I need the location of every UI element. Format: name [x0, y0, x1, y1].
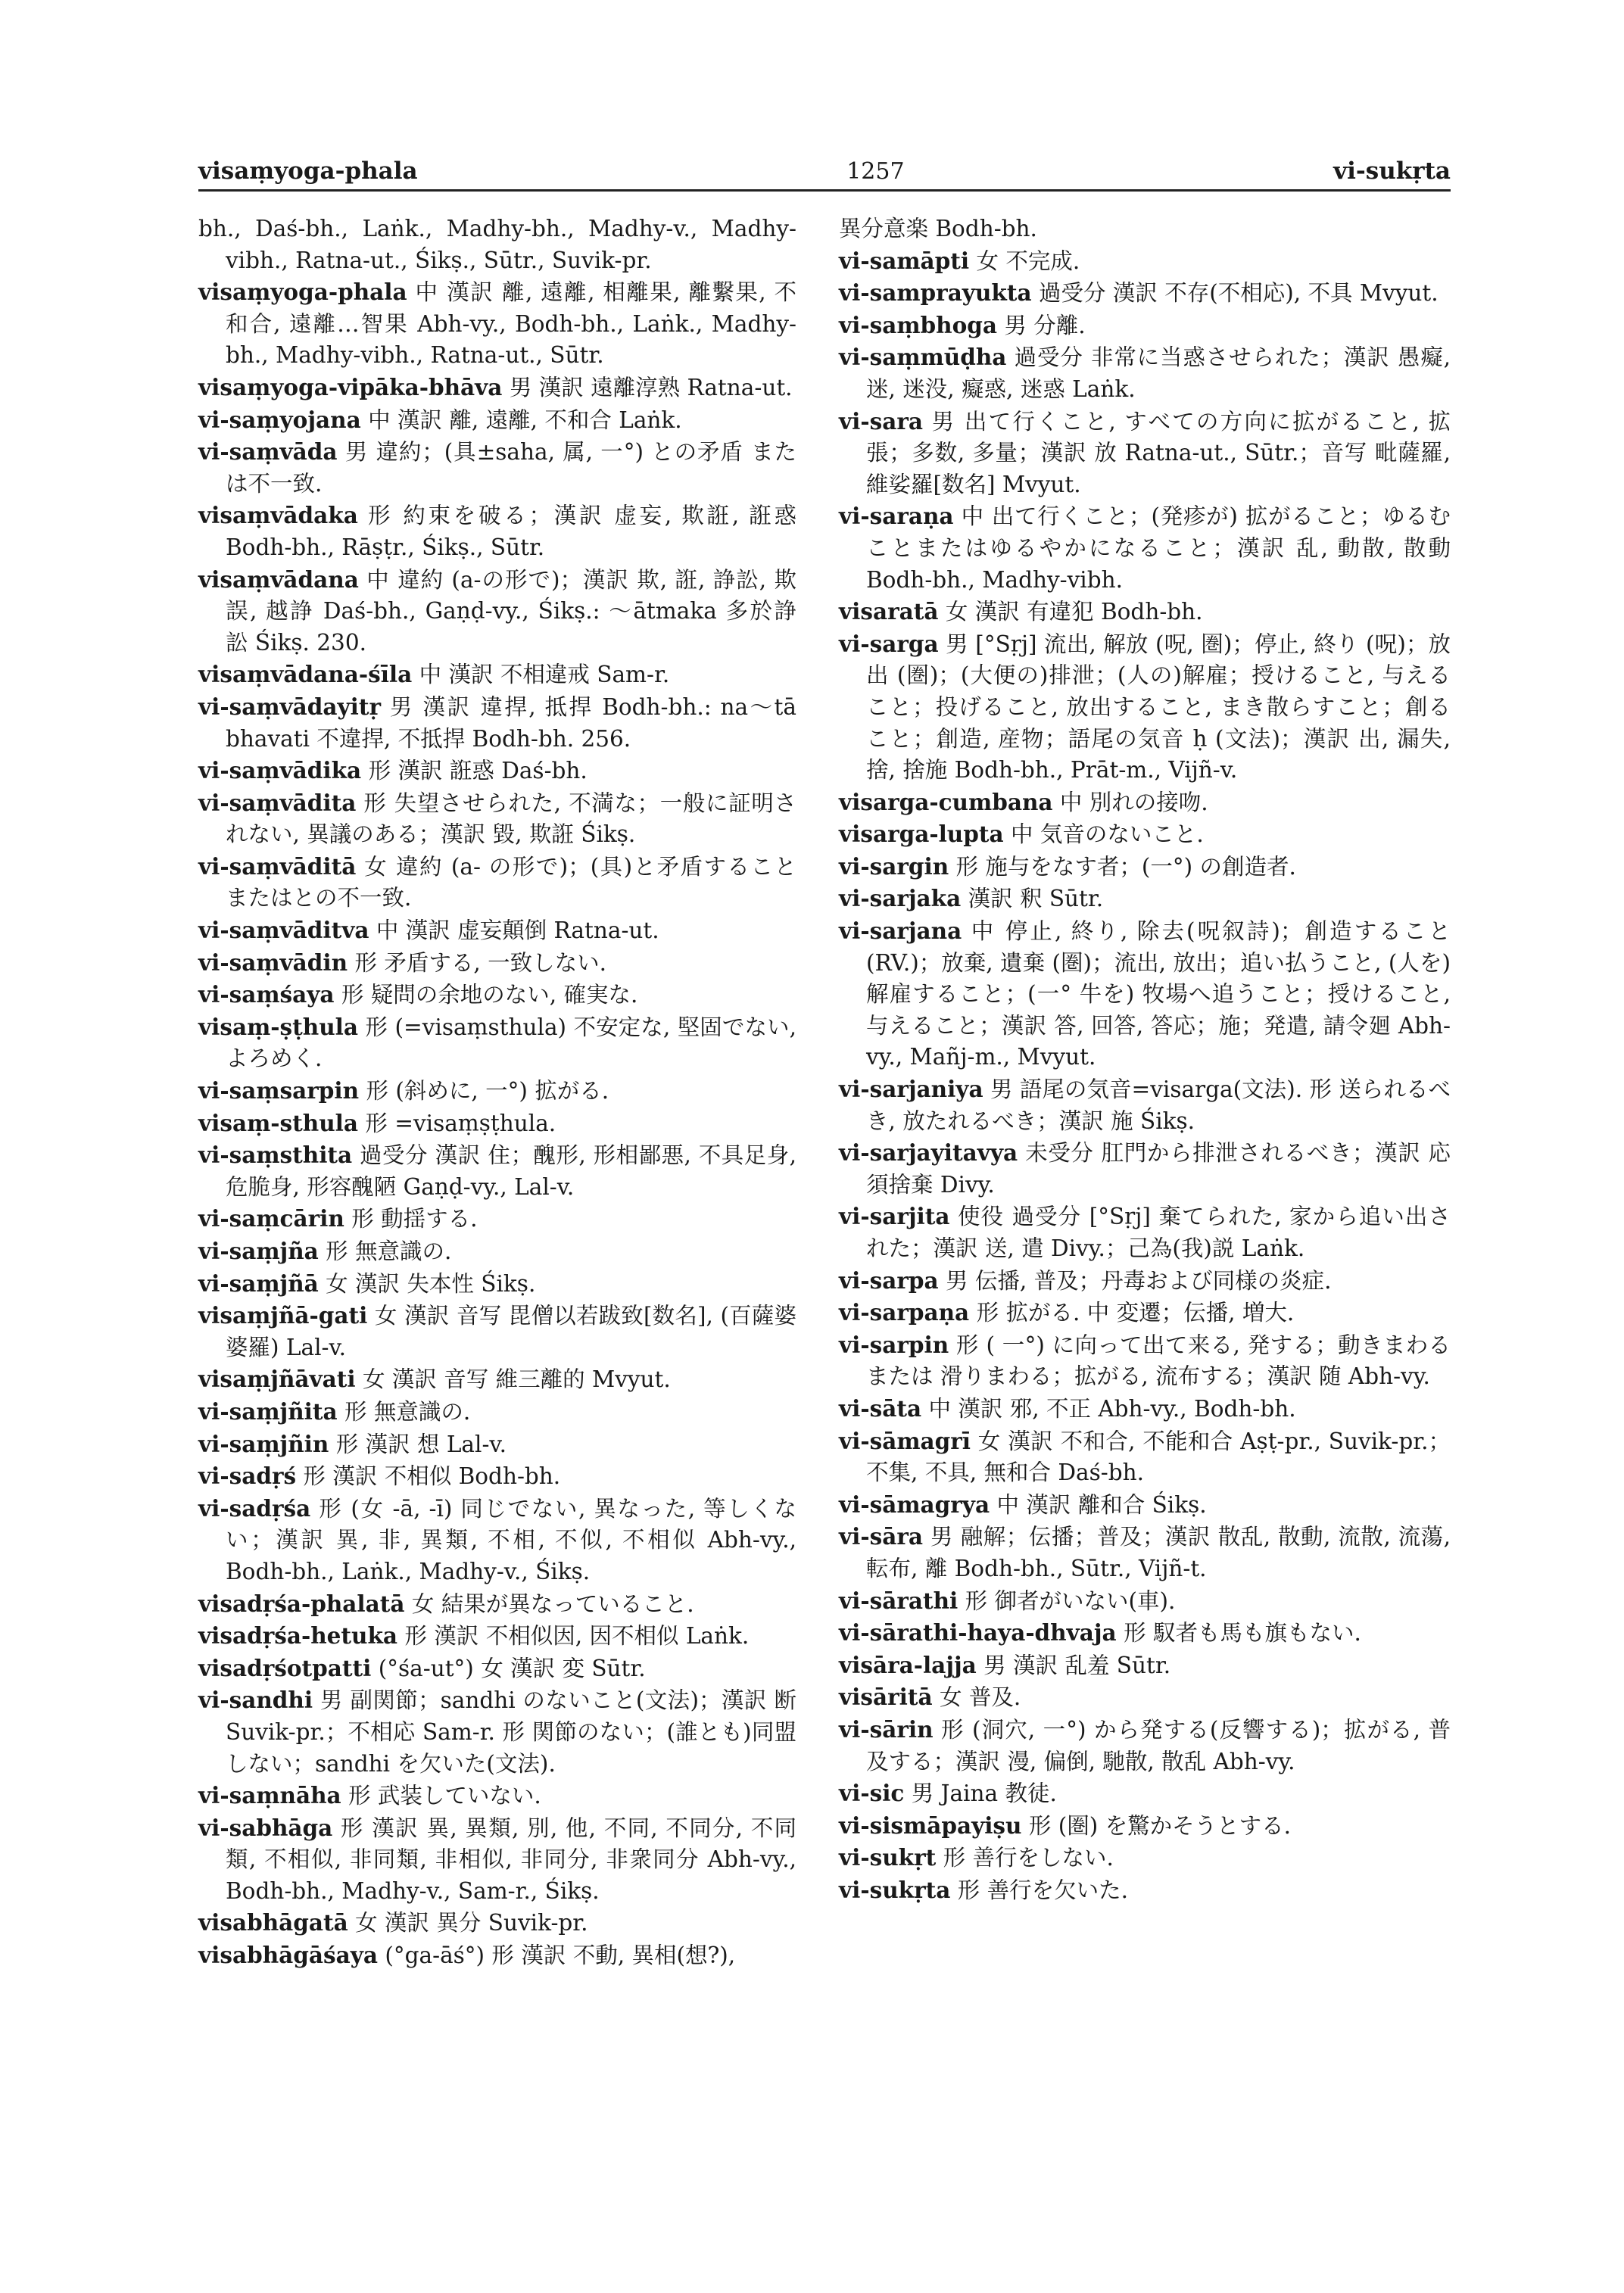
entry-definition: 形 =visaṃṣṭhula. [365, 1110, 556, 1136]
entry-definition: 中 漢訳 離, 遠離, 相離果, 離繫果, 不和合, 遠離…智果 Abh-vy., Bodh-bh., Laṅk., Madhy-bh., Madhy-vibh., Ratna-ut., Sūtr. [226, 279, 796, 369]
entry-headword: vi-saṃcārin [198, 1205, 344, 1232]
dictionary-entry [839, 310, 1451, 342]
entry-headword: visāritā [839, 1684, 933, 1711]
entry-definition: 形 馭者も馬も旗もない. [1124, 1620, 1361, 1647]
dictionary-entry [198, 213, 796, 276]
dictionary-entry [198, 564, 796, 659]
entry-headword: visaṃyoga-phala [198, 279, 407, 306]
dictionary-entry [198, 1653, 796, 1685]
entry-headword: vi-sandhi [198, 1687, 313, 1714]
dictionary-entry [198, 276, 796, 372]
entry-definition: 過受分 漢訳 住；醜形, 形相鄙悪, 不具足身, 危脆身, 形容醜陋 Gaṇḍ-vy., Lal-v. [226, 1142, 797, 1200]
entry-definition: 形 施与をなす者；(一°) の創造者. [955, 853, 1296, 880]
dictionary-entry [198, 1396, 796, 1428]
dictionary-entry [839, 1425, 1451, 1489]
dictionary-entry [839, 818, 1451, 851]
entry-headword: vi-saṃśaya [198, 981, 335, 1008]
dictionary-entry [198, 436, 796, 500]
entry-definition: 形 (斜めに, 一°) 拡がる. [366, 1078, 609, 1104]
entry-headword: vi-saṃsthita [198, 1142, 353, 1169]
entry-headword: vi-sarjayitavya [839, 1139, 1018, 1167]
entry-headword: vi-sārathi-haya-dhvaja [839, 1619, 1117, 1647]
entry-definition: 形 (女 -ā, -ī) 同じでない, 異なった, 等しくない；漢訳 異, 非, 異類, 不相, 不似, 不相似 Abh-vy., Bodh-bh., Laṅk., Madhy-v., Śikṣ. [226, 1495, 796, 1584]
entry-headword: visaṃjñā-gati [198, 1302, 368, 1329]
entry-headword: vi-saṃvāda [198, 438, 338, 466]
entry-definition: 形 (=visaṃsthula) 不安定な, 堅固でない, よろめく. [226, 1014, 796, 1072]
dictionary-entry [198, 1363, 796, 1396]
dictionary-entry [198, 1907, 796, 1939]
entry-definition: 未受分 肛門から排泄されるべき；漢訳 応須捨棄 Divy. [866, 1140, 1451, 1198]
entry-headword: vi-saṃjñin [198, 1430, 329, 1457]
dictionary-entry [198, 1812, 796, 1908]
entry-definition: 形 無意識の. [326, 1238, 452, 1264]
dictionary-entry [198, 500, 796, 563]
entry-headword: visaṃvādana-śīla [198, 661, 413, 688]
dictionary-entry [198, 947, 796, 980]
dictionary-entry [198, 1493, 796, 1588]
entry-headword: visarga-cumbana [839, 788, 1053, 815]
entry-definition: 形 善行を欠いた. [957, 1877, 1129, 1903]
entry-definition: 形 (洞穴, 一°) から発する(反響する)；拡がる, 普及する；漢訳 漫, 偏倒, 馳散, 散乱 Abh-vy. [866, 1716, 1451, 1774]
dictionary-entry [198, 404, 796, 437]
entry-headword: vi-sara [839, 407, 923, 435]
page-header [198, 148, 1451, 185]
dictionary-entry [198, 1268, 796, 1301]
entry-definition: bh., Daś-bh., Laṅk., Madhy-bh., Madhy-v., Madhy-vibh., Ratna-ut., Śikṣ., Sūtr., Suvik-pr. [198, 216, 796, 273]
dictionary-entry [198, 1203, 796, 1235]
dictionary-entry [839, 341, 1451, 405]
dictionary-entry [198, 1139, 796, 1203]
entry-headword: vi-sargin [839, 852, 949, 880]
entry-headword: vi-saṃvāditā [198, 852, 357, 880]
entry-definition: 女 普及. [939, 1684, 1021, 1711]
entry-definition: 中 漢訳 虚妄顛倒 Ratna-ut. [376, 918, 659, 944]
entry-headword: vi-saṃjñita [198, 1397, 338, 1425]
dictionary-entry [839, 1489, 1451, 1522]
running-head-left: visaṃyoga-phala [198, 157, 418, 185]
entry-headword: vi-saṃbhoga [839, 311, 998, 338]
entry-headword: vi-sarjaniya [839, 1076, 983, 1103]
entry-headword: vi-saṃvādayitṛ [198, 693, 382, 720]
entry-definition: 女 漢訳 不和合, 不能和合 Aṣṭ-pr., Suvik-pr.；不集, 不具, 無和合 Daś-bh. [866, 1428, 1451, 1486]
entry-definition: 女 違約 (a- の形で)；(具)と矛盾することまたはとの不一致. [226, 853, 796, 911]
entry-definition: 形 漢訳 異, 異類, 別, 他, 不同, 不同分, 不同類, 不相似, 非同類, 非相似, 非同分, 非衆同分 Abh-vy., Bodh-bh., Madhy-v., Sam-r., Śikṣ. [226, 1815, 796, 1904]
dictionary-entry [839, 1201, 1451, 1264]
entry-definition: 形 矛盾する, 一致しない. [354, 949, 606, 976]
entry-definition: 中 停止, 終り, 除去(呪叙詩)；創造すること (RV.)；放棄, 遺棄 (圏)；流出, 放出；追い払うこと, (人を)解雇すること；(一° 牛を) 牧場へ追うこと；授けること, 与えること；漢訳 答, 回答, 答応；施；発遣, 請令廻 Abh-vy., Mañj-m., Mvyut. [866, 918, 1451, 1070]
entry-definition: 形 善行をしない. [943, 1845, 1114, 1871]
entry-definition: 形 漢訳 不相似因, 因不相似 Laṅk. [404, 1623, 750, 1650]
entry-definition: 形 無意識の. [344, 1398, 471, 1425]
entry-definition: 女 漢訳 失本性 Śikṣ. [326, 1270, 536, 1297]
entry-definition: 男 融解；伝播；普及；漢訳 散乱, 散動, 流散, 流蕩, 転布, 離 Bodh-bh., Sūtr., Vijñ-t. [866, 1524, 1451, 1581]
entry-definition: 男 出て行くこと, すべての方向に拡がること, 拡張；多数, 多量；漢訳 放 Ratna-ut., Sūtr.；音写 毗薩羅, 維娑羅[数名] Mvyut. [866, 408, 1451, 497]
dictionary-entry [839, 213, 1451, 245]
entry-headword: vi-sic [839, 1780, 905, 1807]
entry-definition: 漢訳 釈 Sūtr. [968, 886, 1104, 912]
entry-headword: vi-sāra [839, 1523, 923, 1550]
entry-headword: vi-sārathi [839, 1587, 959, 1614]
dictionary-entry [839, 883, 1451, 915]
entry-headword: vi-samāpti [839, 247, 970, 274]
dictionary-entry [839, 1329, 1451, 1393]
entry-headword: vi-saṃvādita [198, 789, 357, 816]
dictionary-entry [839, 1714, 1451, 1777]
entry-definition: 男 [°Sṛj] 流出, 解放 (呪, 圏)；停止, 終り (呪)；放出 (圏)；(大便の)排泄；(人の)解雇；授けること, 与えること；投げること, 放出すること, まき散らすこと；創ること；創造, 産物；語尾の気音 ḥ (文法)；漢訳 出, 漏失, 捨, 捨施 Bodh-bh., Prāt-m., Vijñ-v. [866, 631, 1451, 784]
entry-headword: vi-sarga [839, 630, 939, 657]
entry-definition: 形 (圏) を驚かそうとする. [1028, 1812, 1292, 1839]
entry-definition: 女 漢訳 有違犯 Bodh-bh. [945, 599, 1203, 625]
entry-headword: visāra-lajja [839, 1651, 977, 1678]
entry-headword: visadṛśa-phalatā [198, 1590, 405, 1617]
entry-definition: 過受分 漢訳 不存(不相応), 不具 Mvyut. [1038, 280, 1439, 307]
entry-headword: visaṃvādana [198, 565, 359, 593]
dictionary-entry [839, 1810, 1451, 1843]
dictionary-entry [198, 851, 796, 914]
dictionary-entry [839, 628, 1451, 787]
entry-headword: visaṃ-sthula [198, 1109, 358, 1136]
entry-definition: 形 漢訳 想 Lal-v. [335, 1431, 507, 1457]
entry-definition: 中 漢訳 邪, 不正 Abh-vy., Bodh-bh. [928, 1395, 1296, 1422]
dictionary-entry [198, 691, 796, 755]
dictionary-entry [839, 851, 1451, 883]
entry-headword: vi-sāmagrī [839, 1427, 971, 1454]
entry-headword: vi-sāmagrya [839, 1491, 990, 1518]
dictionary-entry [839, 915, 1451, 1073]
entry-headword: vi-sarjana [839, 918, 962, 945]
entry-definition: 形 動揺する. [351, 1206, 478, 1232]
entry-headword: visabhāgāśaya [198, 1942, 378, 1969]
dictionary-entry [198, 979, 796, 1011]
entry-headword: vi-saṃjña [198, 1238, 319, 1264]
entry-headword: vi-sarjita [839, 1203, 950, 1230]
dictionary-entry [839, 1393, 1451, 1425]
entry-definition: 男 漢訳 遠離淳熟 Ratna-ut. [509, 374, 793, 400]
dictionary-entry [839, 500, 1451, 596]
entry-headword: visadṛśotpatti [198, 1654, 372, 1681]
dictionary-entry [198, 787, 796, 851]
entry-headword: vi-sarjaka [839, 885, 962, 912]
dictionary-entry [839, 1650, 1451, 1682]
dictionary-entry [198, 755, 796, 787]
entry-definition: 男 副関節；sandhi のないこと(文法)；漢訳 断 Suvik-pr.；不相応 Sam-r. 形 関節のない；(誰とも)同盟しない；sandhi を欠いた(文法). [226, 1687, 796, 1777]
dictionary-entry [198, 1235, 796, 1268]
entry-definition: 中 違約 (a-の形で)；漢訳 欺, 誑, 諍訟, 欺誤, 越諍 Daś-bh., Gaṇḍ-vy., Śikṣ.: ～ātmaka 多於諍訟 Śikṣ. 230. [226, 566, 796, 656]
running-head-right: vi-sukṛta [1333, 157, 1451, 185]
dictionary-entry [839, 406, 1451, 501]
entry-definition: 男 伝播, 普及；丹毒および同様の炎症. [946, 1267, 1332, 1294]
dictionary-entry [839, 1681, 1451, 1714]
entry-definition: 女 漢訳 音写 毘僧以若跋致[数名], (百薩婆婆羅) Lal-v. [226, 1303, 796, 1360]
entry-headword: vi-sarpaṇa [839, 1299, 970, 1326]
entry-headword: vi-sukṛta [839, 1876, 951, 1903]
entry-headword: vi-sadṛś [198, 1463, 297, 1490]
entry-headword: visaṃjñāvati [198, 1366, 356, 1393]
entry-headword: vi-saṃvādin [198, 949, 348, 976]
entry-definition: 形 疑問の余地のない, 確実な. [341, 982, 638, 1008]
dictionary-entry [839, 1874, 1451, 1907]
entry-definition: 形 漢訳 誑惑 Daś-bh. [368, 758, 588, 784]
entry-definition: (°ga-āś°) 形 漢訳 不動, 異相(想?), [385, 1943, 736, 1969]
entry-definition: (°śa-ut°) 女 漢訳 変 Sūtr. [378, 1655, 646, 1681]
dictionary-entry [198, 1011, 796, 1075]
dictionary-entry [198, 1075, 796, 1108]
entry-headword: vi-saṃvāditva [198, 917, 369, 944]
entry-definition: 形 拡がる. 中 変遷；伝播, 増大. [976, 1300, 1295, 1326]
entry-definition: 中 漢訳 離, 遠離, 不和合 Laṅk. [368, 407, 682, 433]
entry-headword: vi-saṃyojana [198, 406, 361, 433]
entry-definition: 形 漢訳 不相似 Bodh-bh. [303, 1463, 561, 1490]
entry-definition: 女 漢訳 音写 維三離的 Mvyut. [363, 1366, 671, 1393]
entry-headword: visarga-lupta [839, 821, 1004, 848]
entry-headword: visadṛśa-hetuka [198, 1622, 398, 1650]
page-number: 1257 [846, 158, 905, 185]
entry-headword: vi-sismāpayiṣu [839, 1812, 1022, 1839]
entry-headword: vi-saṃvādika [198, 757, 362, 784]
entry-definition: 形 失望させられた, 不満な；一般に証明されない, 異議のある；漢訳 毀, 欺誑 Śikṣ. [226, 790, 796, 848]
dictionary-entry [198, 1300, 796, 1363]
entry-headword: visaṃ-ṣṭhula [198, 1013, 358, 1040]
entry-definition: 男 Jaina 教徒. [911, 1781, 1057, 1807]
dictionary-entry [198, 1684, 796, 1780]
entry-definition: 女 漢訳 異分 Suvik-pr. [355, 1910, 588, 1936]
entry-definition: 形 ( 一°) に向って出て来る, 発する；動きまわる または 滑りまわる；拡がる, 流布する；漢訳 随 Abh-vy. [866, 1332, 1451, 1390]
entry-headword: vi-sāta [839, 1394, 922, 1422]
entry-headword: visaratā [839, 598, 939, 625]
dictionary-entry [198, 1939, 796, 1972]
dictionary-entry [198, 659, 796, 691]
entry-headword: visaṃvādaka [198, 502, 358, 529]
entry-headword: vi-sadṛśa [198, 1494, 311, 1522]
dictionary-entry [839, 1297, 1451, 1329]
entry-headword: vi-saṃnāha [198, 1782, 341, 1809]
entry-headword: vi-saṃmūḍha [839, 344, 1007, 371]
dictionary-entry [198, 1428, 796, 1461]
dictionary-entry [839, 1777, 1451, 1810]
dictionary-entry [198, 1588, 796, 1621]
entry-headword: visabhāgatā [198, 1909, 348, 1936]
left-column [198, 213, 796, 1972]
entry-definition: 使役 過受分 [°Sṛj] 棄てられた, 家から追い出された；漢訳 送, 遣 Divy.；己為(我)説 Laṅk. [866, 1204, 1451, 1261]
entry-headword: vi-sukṛt [839, 1844, 937, 1871]
entry-headword: vi-saṃjñā [198, 1270, 319, 1297]
right-column [839, 213, 1451, 1906]
dictionary-entry [198, 372, 796, 404]
dictionary-entry [839, 1265, 1451, 1298]
dictionary-entry [839, 1521, 1451, 1584]
entry-definition: 形 約束を破る；漢訳 虚妄, 欺誑, 誑惑 Bodh-bh., Rāṣṭr., Śikṣ., Sūtr. [226, 503, 796, 560]
entry-definition: 男 語尾の気音=visarga(文法). 形 送られるべき, 放たれるべき；漢訳 施 Śikṣ. [866, 1076, 1451, 1134]
dictionary-entry [839, 277, 1451, 310]
entry-definition: 女 不完成. [976, 248, 1080, 274]
entry-headword: vi-saraṇa [839, 503, 954, 530]
dictionary-entry [198, 1108, 796, 1140]
dictionary-entry [198, 1780, 796, 1812]
entry-headword: vi-saṃsarpin [198, 1077, 360, 1104]
dictionary-entry [839, 1617, 1451, 1650]
entry-definition: 中 漢訳 離和合 Śikṣ. [996, 1491, 1207, 1518]
entry-headword: visaṃyoga-vipāka-bhāva [198, 373, 503, 400]
dictionary-entry [839, 1585, 1451, 1618]
entry-headword: vi-sarpin [839, 1331, 949, 1358]
entry-definition: 女 結果が異なっていること. [411, 1590, 694, 1617]
entry-definition: 形 御者がいない(車). [965, 1587, 1176, 1614]
dictionary-entry [198, 1620, 796, 1653]
dictionary-entry [839, 596, 1451, 628]
dictionary-entry [839, 1073, 1451, 1137]
dictionary-entry [839, 245, 1451, 278]
entry-definition: 形 武装していない. [348, 1783, 541, 1809]
entry-definition: 男 漢訳 乱羞 Sūtr. [983, 1652, 1171, 1678]
entry-definition: 中 漢訳 不相違戒 Sam-r. [419, 662, 670, 688]
dictionary-entry [839, 787, 1451, 819]
entry-headword: vi-samprayukta [839, 279, 1032, 307]
entry-definition: 男 分離. [1004, 312, 1086, 338]
entry-definition: 中 出て行くこと；(発疹が) 拡がること；ゆるむことまたはゆるやかになること；漢訳 乱, 動散, 散動 Bodh-bh., Madhy-vibh. [866, 503, 1451, 593]
entry-definition: 過受分 非常に当惑させられた；漢訳 愚癡, 迷, 迷没, 癡惑, 迷惑 Laṅk. [866, 344, 1451, 402]
entry-headword: vi-sarpa [839, 1266, 939, 1294]
dictionary-entry [839, 1842, 1451, 1874]
dictionary-entry [839, 1137, 1451, 1201]
entry-definition: 中 別れの接吻. [1059, 789, 1208, 815]
entry-definition: 男 違約；(具±saha, 属, 一°) との矛盾 または不一致. [226, 439, 796, 497]
dictionary-entry [198, 914, 796, 947]
entry-definition: 男 漢訳 違捍, 抵捍 Bodh-bh.: na～tā bhavati 不違捍, 不抵捍 Bodh-bh. 256. [226, 693, 796, 752]
header-rule [198, 189, 1451, 192]
entry-headword: vi-sabhāga [198, 1814, 333, 1841]
entry-definition: 異分意楽 Bodh-bh. [839, 216, 1037, 241]
entry-headword: vi-sārin [839, 1715, 934, 1743]
entry-definition: 中 気音のないこと. [1011, 821, 1204, 848]
dictionary-entry [198, 1460, 796, 1493]
